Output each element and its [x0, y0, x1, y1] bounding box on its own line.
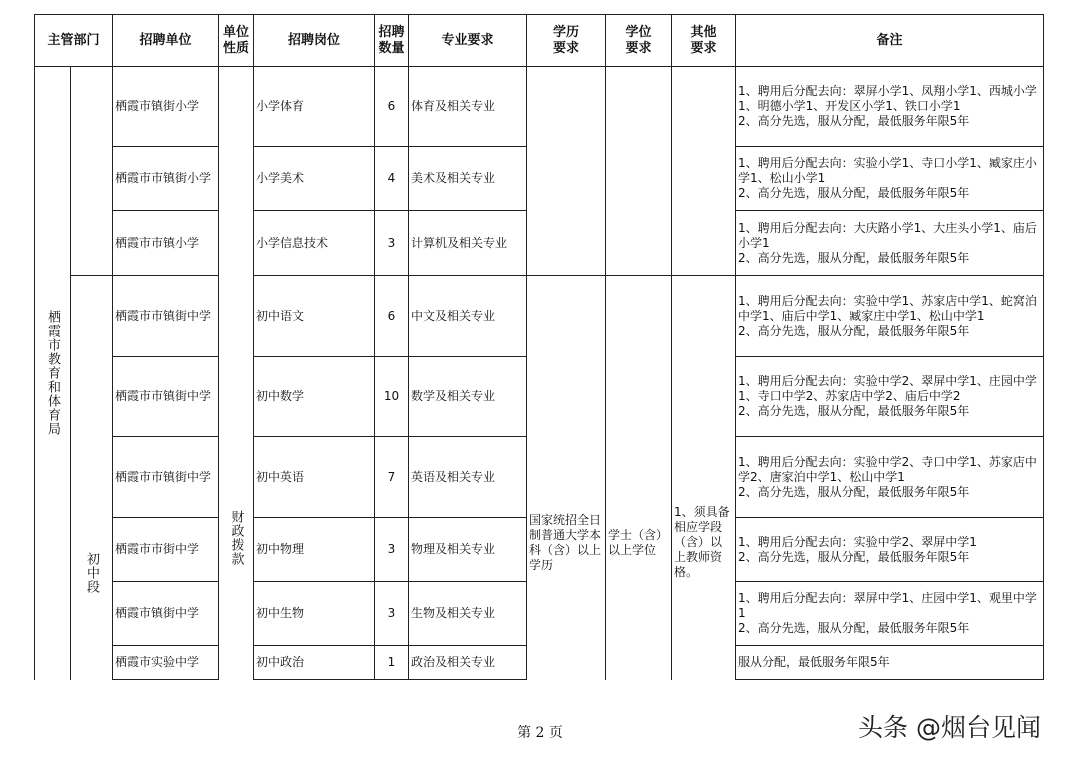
- header-nature-line1: 单位: [222, 24, 249, 40]
- nature-value: 财政拨款: [228, 510, 244, 567]
- count-cell: 4: [375, 147, 409, 211]
- post-cell: 初中数学: [254, 357, 375, 437]
- count-cell: 6: [375, 67, 409, 147]
- notes-cell: [736, 357, 1044, 437]
- unit-cell: 栖霞市市镇街中学: [113, 437, 219, 518]
- major-cell: 政治及相关专业: [409, 646, 527, 680]
- count-cell: 3: [375, 582, 409, 646]
- header-dept: 主管部门: [35, 15, 113, 67]
- notes-line: 1、聘用后分配去向：大庆路小学1、大庄头小学1、庙后小学1: [738, 220, 1037, 250]
- notes-line: 1、聘用后分配去向：实验中学2、寺口中学1、苏家店中学2、唐家泊中学1、松山中学1: [738, 454, 1037, 484]
- notes-line: 服从分配，最低服务年限5年: [738, 655, 890, 669]
- post-cell: 初中政治: [254, 646, 375, 680]
- major-cell: 英语及相关专业: [409, 437, 527, 518]
- header-edu-line2: 要求: [552, 40, 579, 56]
- edu-blank-cell: [527, 67, 606, 276]
- page-number: 第 2 页: [517, 725, 563, 741]
- post-cell: 初中英语: [254, 437, 375, 518]
- watermark-text: 头条 @烟台见闻: [858, 713, 1041, 742]
- header-other: [672, 15, 736, 67]
- header-other-line2: 要求: [690, 40, 717, 56]
- count-cell: 3: [375, 518, 409, 582]
- degree-cell: 学士（含）以上学位: [606, 276, 672, 680]
- major-cell: 数学及相关专业: [409, 357, 527, 437]
- notes-line: 2、高分先选，服从分配，最低服务年限5年: [738, 404, 970, 418]
- other-cell: 1、须具备相应学段（含）以上教师资格。: [672, 276, 736, 680]
- notes-line: 1、聘用后分配去向：翠屏中学1、庄园中学1、观里中学1: [738, 591, 1037, 620]
- notes-cell: [736, 211, 1044, 276]
- header-degree-line1: 学位: [625, 24, 652, 40]
- segment-blank-cell: [71, 67, 113, 276]
- post-cell: 初中生物: [254, 582, 375, 646]
- notes-line: 2、高分先选，服从分配，最低服务年限5年: [738, 250, 970, 265]
- unit-cell: 栖霞市镇街中学: [113, 582, 219, 646]
- header-row: [35, 15, 1044, 67]
- notes-line: 1、聘用后分配去向：翠屏小学1、凤翔小学1、西城小学1、明德小学1、开发区小学1、铁口小学1: [738, 84, 1037, 113]
- header-other-line1: 其他: [690, 24, 717, 40]
- notes-cell: [736, 582, 1044, 646]
- unit-cell: 栖霞市实验中学: [113, 646, 219, 680]
- major-cell: 物理及相关专业: [409, 518, 527, 582]
- post-cell: 初中物理: [254, 518, 375, 582]
- header-count-line1: 招聘: [378, 24, 405, 40]
- post-cell: 初中语文: [254, 276, 375, 357]
- notes-line: 1、聘用后分配去向：实验中学1、苏家店中学1、蛇窝泊中学1、庙后中学1、臧家庄中学1、松山中学1: [738, 293, 1037, 323]
- notes-cell: [736, 437, 1044, 518]
- major-cell: 计算机及相关专业: [409, 211, 527, 276]
- notes-line: 1、聘用后分配去向：实验小学1、寺口小学1、臧家庄小学1、松山小学1: [738, 156, 1037, 185]
- header-degree: [606, 15, 672, 67]
- header-major: 专业要求: [409, 15, 527, 67]
- unit-cell: 栖霞市市街中学: [113, 518, 219, 582]
- unit-cell: 栖霞市市镇街中学: [113, 357, 219, 437]
- post-cell: 小学信息技术: [254, 211, 375, 276]
- major-cell: 中文及相关专业: [409, 276, 527, 357]
- department-name: 栖霞市教育和体育局: [45, 310, 60, 437]
- notes-cell: [736, 147, 1044, 211]
- header-edu-line1: 学历: [552, 24, 579, 40]
- header-count: [375, 15, 409, 67]
- count-cell: 7: [375, 437, 409, 518]
- header-notes: 备注: [736, 15, 1044, 67]
- header-nature-line2: 性质: [222, 40, 249, 56]
- education-cell: 国家统招全日制普通大学本科（含）以上学历: [527, 276, 606, 680]
- unit-cell: 栖霞市镇街小学: [113, 67, 219, 147]
- major-cell: 体育及相关专业: [409, 67, 527, 147]
- segment-cell: [71, 276, 113, 680]
- notes-cell: [736, 67, 1044, 147]
- major-cell: 生物及相关专业: [409, 582, 527, 646]
- segment-name: 初中段: [84, 551, 99, 594]
- count-cell: 6: [375, 276, 409, 357]
- count-cell: 3: [375, 211, 409, 276]
- header-count-line2: 数量: [378, 40, 405, 56]
- nature-cell: [219, 67, 254, 680]
- unit-cell: 栖霞市市镇街中学: [113, 276, 219, 357]
- department-cell: [35, 67, 71, 680]
- notes-line: 2、高分先选，服从分配，最低服务年限5年: [738, 549, 970, 564]
- header-edu: [527, 15, 606, 67]
- post-cell: 小学体育: [254, 67, 375, 147]
- unit-cell: 栖霞市市镇小学: [113, 211, 219, 276]
- table-row: [35, 67, 1044, 147]
- notes-line: 1、聘用后分配去向：实验中学2、翠屏中学1: [738, 534, 977, 549]
- notes-line: 2、高分先选，服从分配，最低服务年限5年: [738, 621, 970, 635]
- count-cell: 1: [375, 646, 409, 680]
- header-degree-line2: 要求: [625, 40, 652, 56]
- notes-cell: [736, 518, 1044, 582]
- notes-cell: [736, 276, 1044, 357]
- notes-line: 2、高分先选，服从分配，最低服务年限5年: [738, 323, 970, 338]
- header-unit: 招聘单位: [113, 15, 219, 67]
- notes-line: 2、高分先选，服从分配，最低服务年限5年: [738, 186, 970, 200]
- recruitment-table: [34, 14, 1044, 680]
- header-post: 招聘岗位: [254, 15, 375, 67]
- notes-line: 1、聘用后分配去向：实验中学2、翠屏中学1、庄园中学1、寺口中学2、苏家店中学2、庙后中学2: [738, 374, 1037, 403]
- notes-line: 2、高分先选，服从分配，最低服务年限5年: [738, 484, 970, 499]
- major-cell: 美术及相关专业: [409, 147, 527, 211]
- header-nature: [219, 15, 254, 67]
- notes-cell: [736, 646, 1044, 680]
- unit-cell: 栖霞市市镇街小学: [113, 147, 219, 211]
- degree-blank-cell: [606, 67, 672, 276]
- other-blank-cell: [672, 67, 736, 276]
- table-row: [35, 276, 1044, 357]
- post-cell: 小学美术: [254, 147, 375, 211]
- count-cell: 10: [375, 357, 409, 437]
- notes-line: 2、高分先选，服从分配，最低服务年限5年: [738, 114, 970, 128]
